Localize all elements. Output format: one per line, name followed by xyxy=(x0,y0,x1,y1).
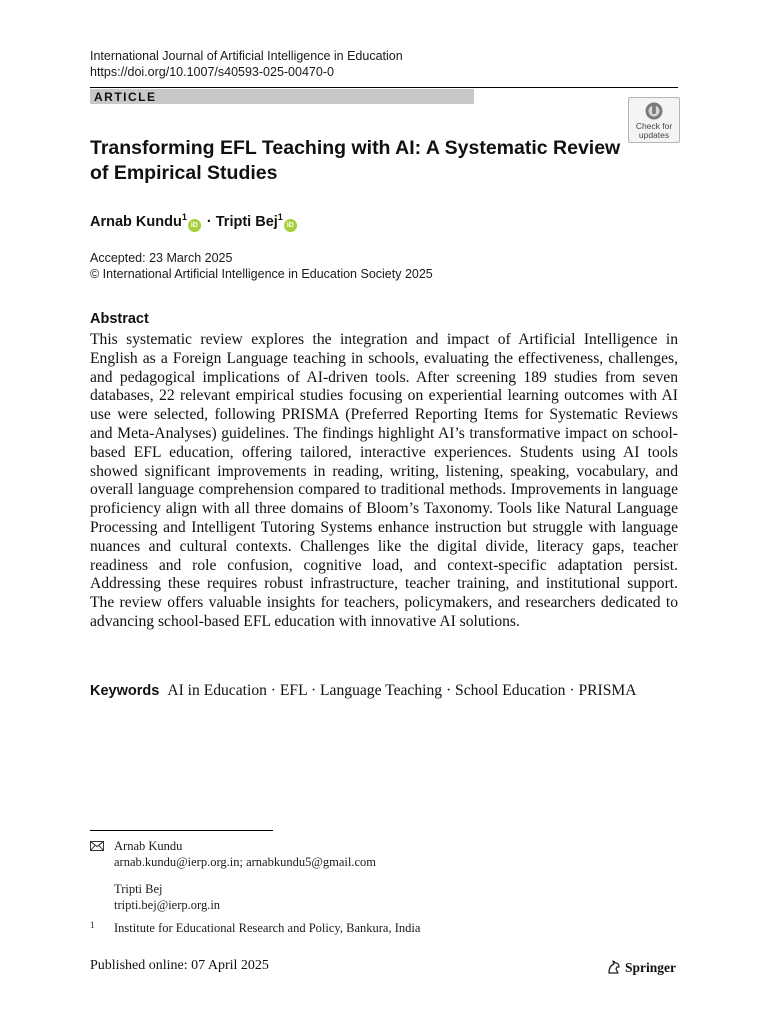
check-for-updates-button[interactable] xyxy=(628,97,680,143)
author-name[interactable]: Tripti Bej xyxy=(215,214,278,230)
springer-horse-icon xyxy=(606,959,622,975)
journal-name: International Journal of Artificial Intelligence in Education xyxy=(90,49,403,63)
author-list xyxy=(90,207,299,232)
affiliation-marker: 1 xyxy=(181,212,187,222)
journal-header xyxy=(90,48,403,80)
affiliation-text: Institute for Educational Research and Policy, Bankura, India xyxy=(114,921,421,935)
contact-email[interactable]: arnab.kundu@ierp.org.in; arnabkundu5@gmail.com xyxy=(114,855,376,869)
doi-link[interactable]: https://doi.org/10.1007/s40593-025-00470-0 xyxy=(90,65,334,79)
correspondence-block xyxy=(114,838,376,913)
article-type-label: ARTICLE xyxy=(94,90,157,104)
keywords-section xyxy=(90,681,678,701)
publication-dates xyxy=(90,250,433,282)
orcid-icon[interactable]: iD xyxy=(284,219,297,232)
author-separator: · xyxy=(206,214,212,230)
header-rule xyxy=(90,87,678,88)
affiliation-marker: 1 xyxy=(277,212,283,222)
paper-title: Transforming EFL Teaching with AI: A Systematic Review of Empirical Studies xyxy=(90,137,621,184)
abstract-text: This systematic review explores the integration and impact of Artificial Intelligence in English as a Foreign Language teaching in schools, evaluating the effectiveness, challenges, and pedagogical implications of AI-driven tools. After screening 189 studies from seven databases, 22 relevant empirical studies focusing on experiential learning outcomes with AI use were selected, following PRISMA (Preferred Reporting Items for Systematic Reviews and Meta-Analyses) guidelines. The findings highlight AI’s transformative impact on school-based EFL education, offering tailored, interactive experiences. Students using AI tools showed significant improvements in reading, writing, listening, speaking, vocabulary, and overall language comprehension compared to traditional methods. Improvements in language proficiency align with all three domains of Bloom’s Taxonomy. Tools like Natural Language Processing and Intelligent Tutoring Systems enhance instruction but struggle with language nuances and cultural contexts. Challenges like the digital divide, literacy gaps, teacher readiness and role confusion, cognitive load, and context-specific adaptation persist. Addressing these requires robust infrastructure, teacher training, and institutional support. The review offers valuable insights for teachers, policymakers, and researchers dedicated to advancing school-based EFL education with innovative AI solutions. xyxy=(90,331,678,630)
author-name[interactable]: Arnab Kundu xyxy=(90,214,182,230)
check-updates-line2: updates xyxy=(638,130,670,140)
check-updates-icon xyxy=(644,101,664,121)
keywords-text: AI in Education · EFL · Language Teaching · School Education · PRISMA xyxy=(167,682,637,699)
check-updates-line1: Check for xyxy=(635,121,673,131)
check-updates-text xyxy=(629,122,679,140)
abstract-heading: Abstract xyxy=(90,311,149,327)
keywords-label: Keywords xyxy=(90,683,160,699)
contact-name: Tripti Bej xyxy=(114,882,163,896)
orcid-icon[interactable]: iD xyxy=(188,219,201,232)
envelope-icon xyxy=(90,841,104,851)
accepted-date: Accepted: 23 March 2025 xyxy=(90,251,233,265)
affiliation-number: 1 xyxy=(90,920,95,930)
published-online: Published online: 07 April 2025 xyxy=(90,958,269,973)
footnote-rule xyxy=(90,830,273,831)
publisher-logo xyxy=(606,959,676,976)
publisher-name: Springer xyxy=(625,960,677,975)
contact-email[interactable]: tripti.bej@ierp.org.in xyxy=(114,898,221,912)
contact-name: Arnab Kundu xyxy=(114,839,183,853)
copyright-line: © International Artificial Intelligence in Education Society 2025 xyxy=(90,267,433,281)
